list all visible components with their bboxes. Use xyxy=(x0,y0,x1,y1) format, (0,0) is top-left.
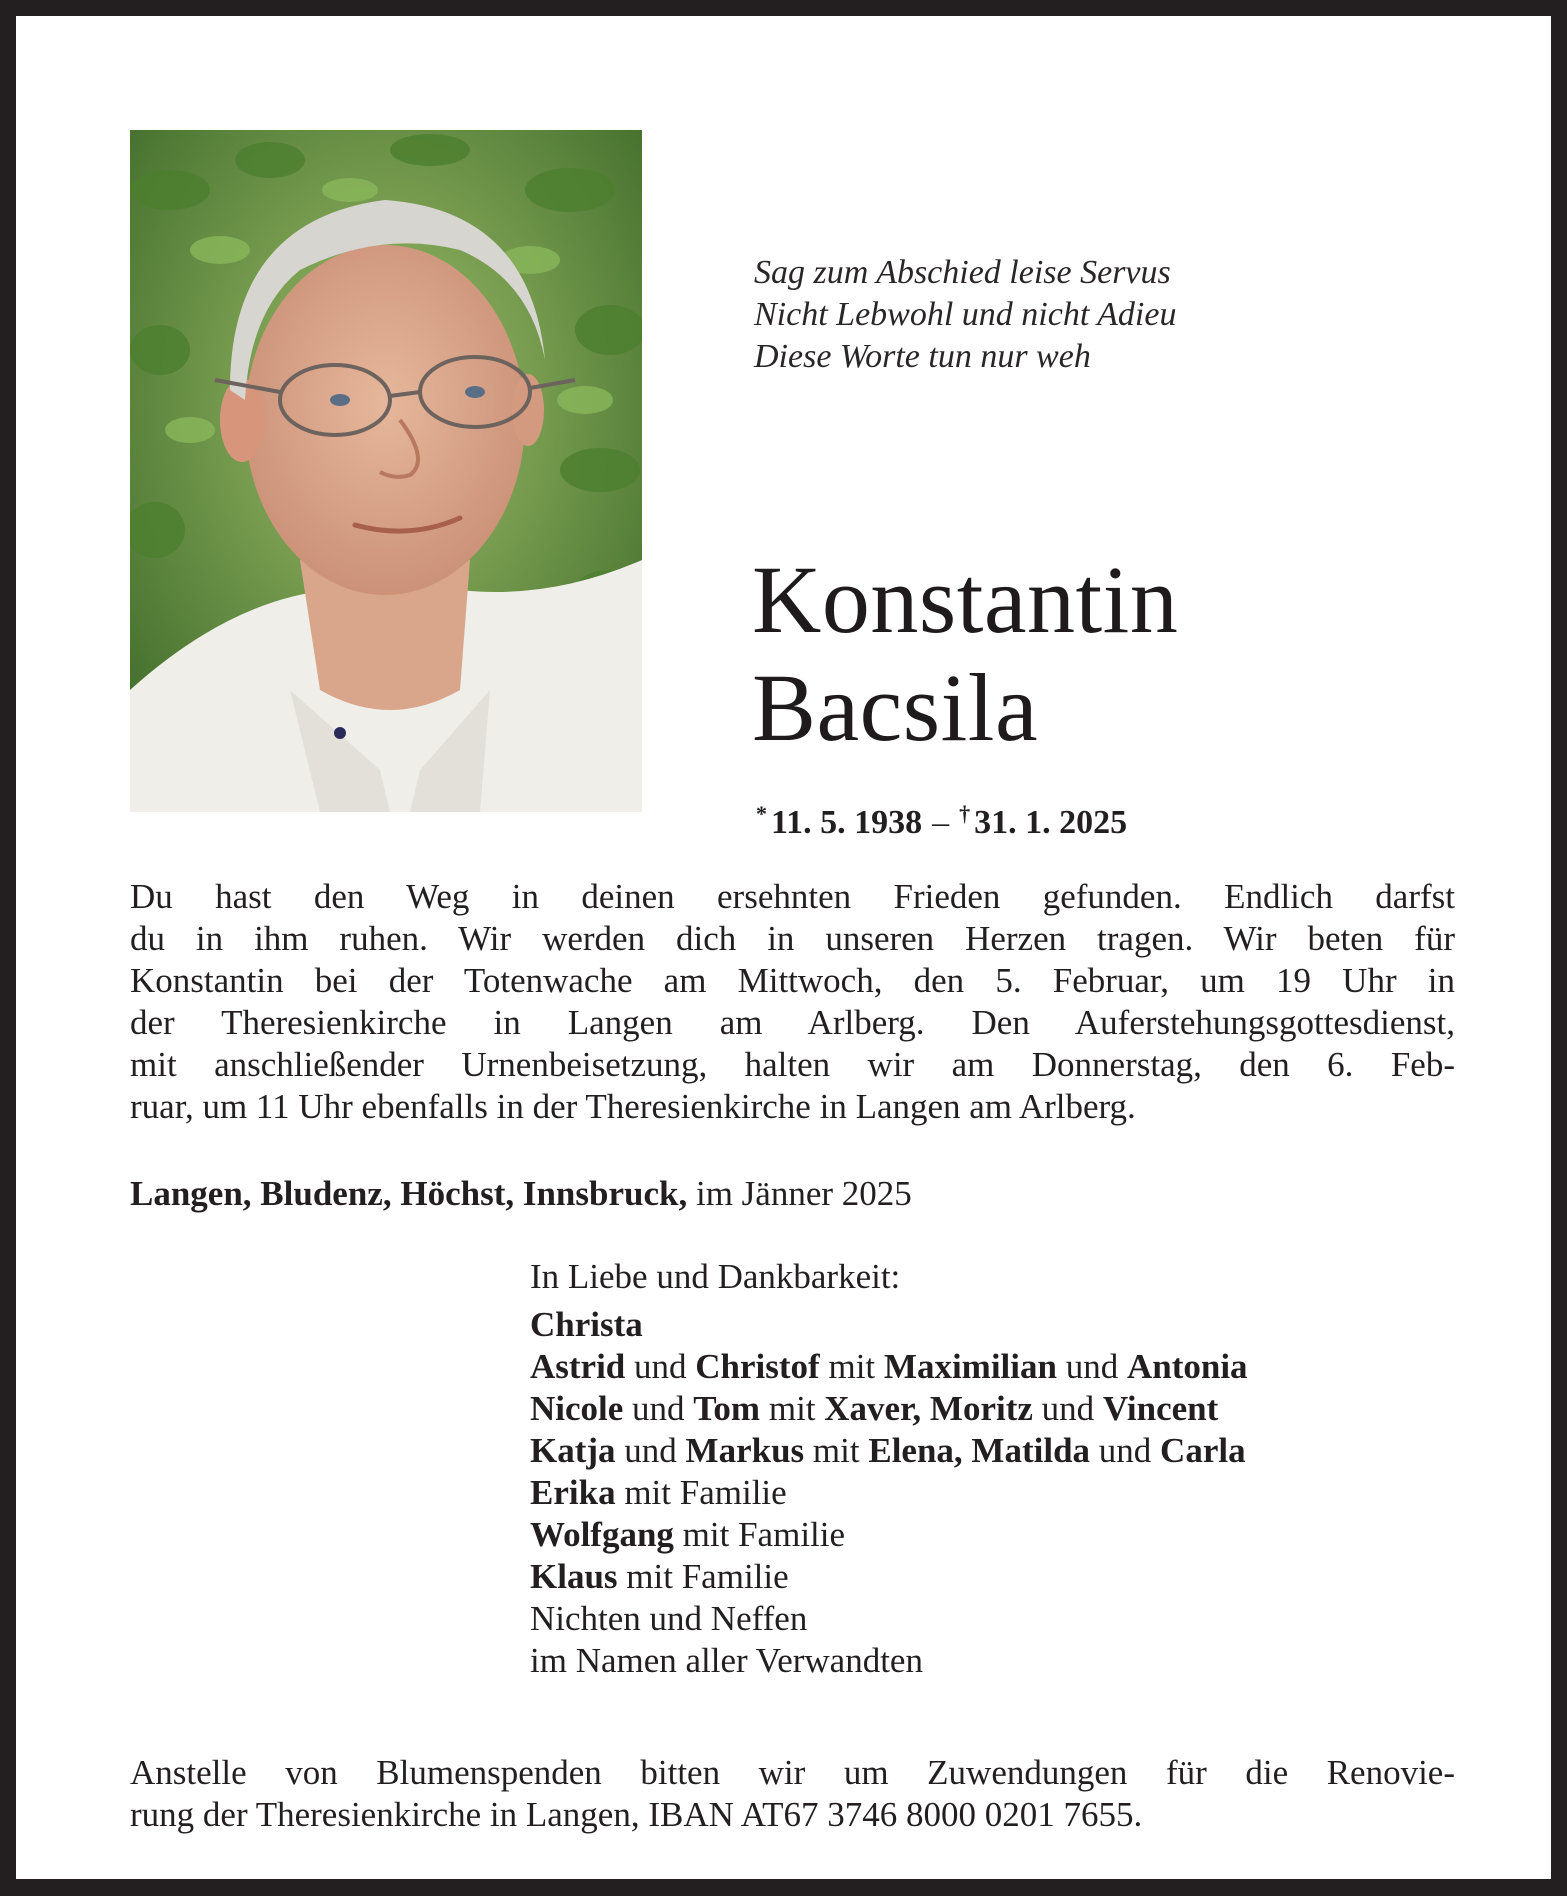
mourner-name: Katja xyxy=(530,1431,616,1470)
mourner-connector: und xyxy=(625,1347,696,1386)
mourner-line xyxy=(530,1556,1248,1598)
mourner-line xyxy=(530,1430,1248,1472)
last-name: Bacsila xyxy=(752,654,1039,761)
first-name: Konstantin xyxy=(752,546,1179,653)
funeral-announcement xyxy=(130,876,1455,1128)
mourner-name: Xaver, Moritz xyxy=(824,1389,1033,1428)
death-cross-icon: † xyxy=(959,801,971,826)
mourner-line xyxy=(530,1640,1248,1682)
announcement-line: Du hast den Weg in deinen ersehnten Frieden gefunden. Endlich darfst xyxy=(130,877,1455,916)
announcement-line: Konstantin bei der Totenwache am Mittwoch, den 5. Februar, um 19 Uhr in xyxy=(130,961,1455,1000)
mourner-connector: mit Familie xyxy=(615,1473,787,1512)
mourner-name: Elena, Matilda xyxy=(868,1431,1091,1470)
mourner-name: Wolfgang xyxy=(530,1515,674,1554)
mourner-name: Maximilian xyxy=(883,1347,1057,1386)
mourner-name: Erika xyxy=(530,1473,616,1512)
mourner-connector: mit xyxy=(819,1347,884,1386)
mourner-lines xyxy=(530,1304,1248,1682)
mourner-connector: mit xyxy=(804,1431,869,1470)
mourner-connector: und xyxy=(623,1389,694,1428)
announcement-line: du in ihm ruhen. Wir werden dich in unseren Herzen tragen. Wir beten für xyxy=(130,919,1455,958)
deceased-name xyxy=(752,546,1178,762)
mourner-name: Tom xyxy=(693,1389,761,1428)
life-dates xyxy=(756,794,1127,843)
mourner-name: Markus xyxy=(685,1431,805,1470)
portrait-photo xyxy=(130,130,642,812)
mourner-connector: mit Familie xyxy=(617,1557,789,1596)
mourner-line xyxy=(530,1598,1248,1640)
mourner-name: Vincent xyxy=(1102,1389,1219,1428)
mourner-line xyxy=(530,1514,1248,1556)
donation-line: Anstelle von Blumenspenden bitten wir um Zuwendungen für die Renovie- xyxy=(130,1753,1455,1792)
birth-date: 11. 5. 1938 xyxy=(771,804,923,841)
death-date: 31. 1. 2025 xyxy=(974,804,1128,841)
birth-star-icon: * xyxy=(756,801,767,826)
mourner-line xyxy=(530,1388,1248,1430)
mourner-line xyxy=(530,1472,1248,1514)
donation-line: rung der Theresienkirche in Langen, IBAN AT67 3746 8000 0201 7655. xyxy=(130,1795,1143,1834)
mourner-name: Nicole xyxy=(530,1389,624,1428)
announcement-line: der Theresienkirche in Langen am Arlberg. Den Auferstehungsgottesdienst, xyxy=(130,1003,1455,1042)
mourner-line xyxy=(530,1346,1248,1388)
mourner-connector: Nichten und Neffen xyxy=(530,1599,808,1638)
farewell-verse xyxy=(754,252,1176,378)
obituary-page xyxy=(16,16,1551,1879)
mourner-name: Astrid xyxy=(530,1347,626,1386)
mourner-connector: mit Familie xyxy=(673,1515,846,1554)
verse-line: Nicht Lebwohl und nicht Adieu xyxy=(754,296,1177,333)
verse-line: Diese Worte tun nur weh xyxy=(754,338,1091,375)
mourner-connector: und xyxy=(1090,1431,1161,1470)
mourner-line xyxy=(530,1304,1248,1346)
mourner-connector: und xyxy=(1056,1347,1127,1386)
date-separator: – xyxy=(932,804,950,841)
announcement-line: mit anschließender Urnenbeisetzung, halten wir am Donnerstag, den 6. Feb- xyxy=(130,1045,1455,1084)
verse-line: Sag zum Abschied leise Servus xyxy=(754,254,1171,291)
places: Langen, Bludenz, Höchst, Innsbruck, xyxy=(130,1174,688,1213)
mourner-connector: und xyxy=(1032,1389,1103,1428)
place-and-date xyxy=(130,1173,912,1215)
mourner-connector: mit xyxy=(760,1389,825,1428)
mourner-connector: und xyxy=(615,1431,686,1470)
mourner-name: Christa xyxy=(530,1305,643,1344)
announcement-date: im Jänner 2025 xyxy=(695,1174,912,1213)
mourner-name: Carla xyxy=(1160,1431,1246,1470)
mourner-name: Klaus xyxy=(530,1557,618,1596)
mourner-connector: im Namen aller Verwandten xyxy=(530,1641,923,1680)
announcement-line: ruar, um 11 Uhr ebenfalls in der Theresienkirche in Langen am Arlberg. xyxy=(130,1087,1136,1126)
mourners-intro: In Liebe und Dankbarkeit: xyxy=(530,1257,901,1296)
portrait-image xyxy=(130,130,642,812)
donation-note xyxy=(130,1752,1455,1836)
mourner-name: Christof xyxy=(695,1347,820,1386)
mourners-list xyxy=(530,1256,1248,1682)
mourner-name: Antonia xyxy=(1126,1347,1248,1386)
